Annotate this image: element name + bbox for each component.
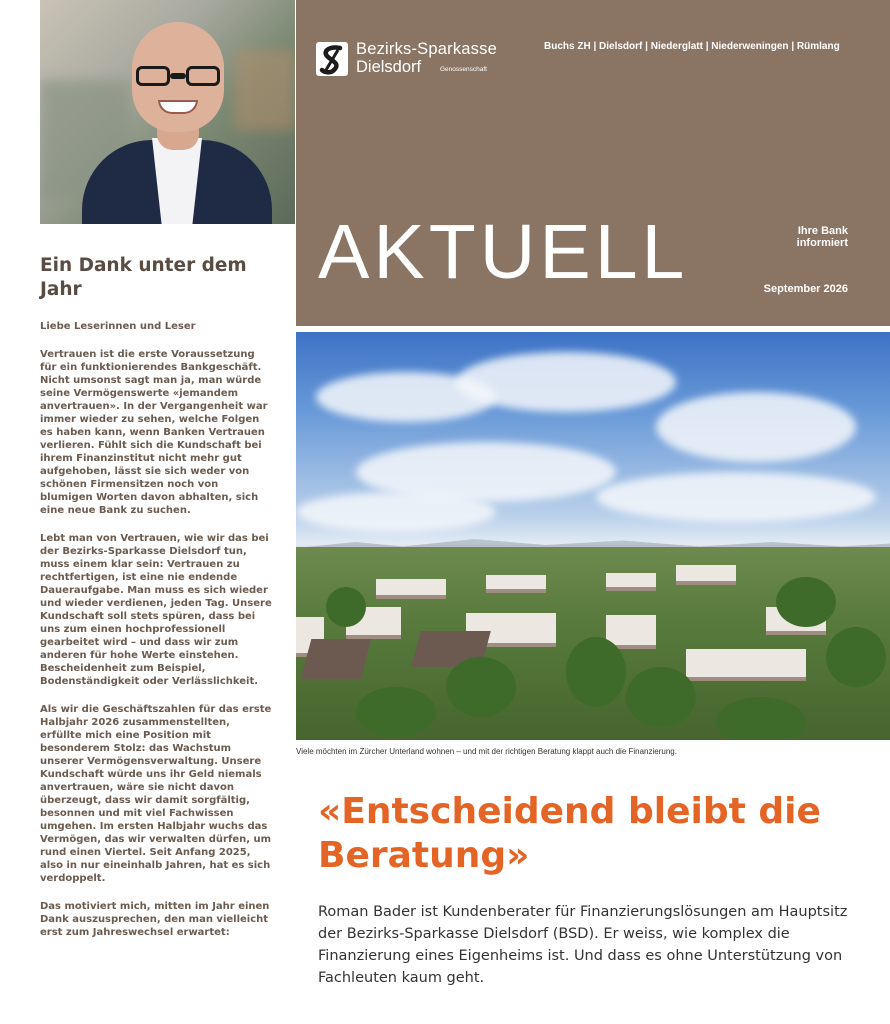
image-caption: Viele möchten im Zürcher Unterland wohnen – und mit der richtigen Beratung klappt auch die Finanzierung. <box>296 747 677 756</box>
portrait-photo <box>40 0 295 224</box>
editorial-title: Ein Dank unter dem Jahr <box>40 255 247 300</box>
bank-logo-icon <box>316 42 348 76</box>
editorial-paragraph: Vertrauen ist die erste Voraussetzung für ein funktionierendes Bankgeschäft. Nicht umsonst sagt man ja, man würde seine Vermögenswerte «jemandem anvertrauen». In der Vergangenheit war immer wieder zu sehen, welche Folgen es haben kann, wenn Banken Vertrauen verlieren. Fühlt sich die Kundschaft bei ihrem Finanzinstitut nicht mehr gut aufgehoben, lässt sie sich weder von schönen Firmensitzen noch von blumigen Worten davon abhalten, sich eine neue Bank zu suchen. <box>40 349 268 516</box>
bank-name-line1: Bezirks-Sparkasse <box>356 40 497 58</box>
bank-legal-form: Genossenschaft <box>440 66 487 73</box>
editorial-paragraph: Das motiviert mich, mitten im Jahr einen Dank auszusprechen, den man vielleicht erst zum Jahreswechsel erwartet: <box>40 901 270 938</box>
edition-date: September 2026 <box>763 283 848 295</box>
editorial-salutation: Liebe Leserinnen und Leser <box>40 321 196 332</box>
masthead-title: AKTUELL <box>318 209 689 295</box>
editorial-paragraph: Als wir die Geschäftszahlen für das erste Halbjahr 2026 zusammenstellten, erfüllte mich eine Position mit besonderem Stolz: das Wachstum unserer Vermögensverwaltung. Unsere Kundschaft würde uns ihr Geld niemals anvertrauen, wäre sie nicht davon überzeugt, dass wir damit sorgfältig, besonnen und mit viel Fachwissen umgehen. Im ersten Halbjahr wuchs das Vermögen, das wir verwalten dürfen, um rund einen Viertel. Seit Anfang 2025, also in nur eineinhalb Jahren, hat es sich verdoppelt. <box>40 704 272 884</box>
bank-logo <box>316 40 526 80</box>
editorial-column <box>40 254 272 954</box>
landscape-photo <box>296 332 890 740</box>
bank-name-line2: Dielsdorf <box>356 58 422 76</box>
editorial-paragraph: Lebt man von Vertrauen, wie wir das bei der Bezirks-Sparkasse Dielsdorf tun, muss einem klar sein: Vertrauen zu rechtfertigen, ist eine nie endende Daueraufgabe. Man muss es sich wieder und wieder verdienen, jeden Tag. Unsere Kundschaft soll stets spüren, dass bei uns zum einen hochprofessionell gearbeitet wird – und dass wir zum anderen für hohe Werte einstehen. Bescheidenheit zum Beispiel, Bodenständigkeit oder Verlässlichkeit. <box>40 533 272 687</box>
masthead-block <box>296 0 890 326</box>
article-headline: «Entscheidend bleibt die Beratung» <box>318 791 821 876</box>
masthead-tagline: Ihre Bank informiert <box>796 225 848 249</box>
branch-locations: Buchs ZH | Dielsdorf | Niederglatt | Niederweningen | Rümlang <box>544 41 840 52</box>
article-lead: Roman Bader ist Kundenberater für Finanzierungslösungen am Hauptsitz der Bezirks-Sparkasse Dielsdorf (BSD). Er weiss, wie komplex die Finanzierung eines Eigenheims ist. Und dass es ohne Unterstützung von Fachleuten kaum geht. <box>318 904 848 986</box>
